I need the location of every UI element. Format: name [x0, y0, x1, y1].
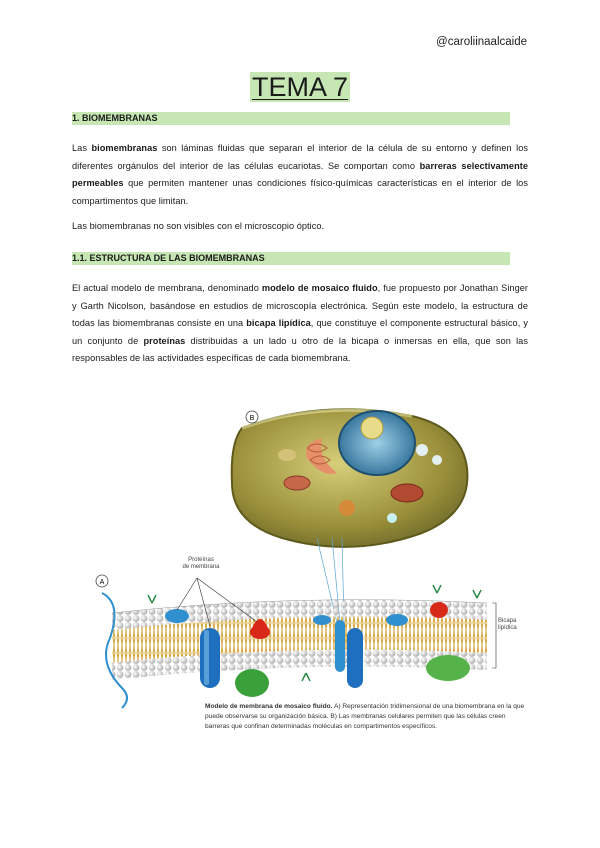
text-span: , que constituye el componente estructural básico, y un conjunto de [72, 318, 529, 346]
paragraph-mosaic-model [72, 280, 528, 368]
membrane-figure [92, 398, 525, 738]
bold-term: proteínas [143, 335, 186, 346]
proteins-label-line2: de membrana [182, 564, 220, 570]
membrane-illustration [92, 398, 525, 738]
bold-term: bicapa lipídica [246, 318, 311, 329]
figure-caption [205, 702, 525, 732]
page-title-container [0, 72, 600, 102]
paragraph-microscope-note: Las biomembranas no son visibles con el microscopio óptico. [72, 221, 325, 231]
bilayer-label-line1: Bicapa [498, 618, 517, 624]
text-span: , fue propuesto por Jonathan Singer y Garth Nicolson, basándose en estudios de microscopía electrónica. Según este modelo, la estructura de todas las biomembranas consiste en una [72, 283, 528, 329]
section-heading-estructura: 1.1. ESTRUCTURA DE LAS BIOMEMBRANAS [72, 252, 510, 265]
paragraph-biomembranas-definition [72, 140, 528, 210]
proteins-label [178, 557, 224, 571]
label-a: A [99, 579, 105, 586]
bilayer-label-line2: lipídica [498, 625, 517, 631]
bilayer-label [498, 618, 517, 632]
caption-text: A) Representación tridimensional de una biomembrana en la que puede observarse su organización básica. B) Las membranas celulares permiten que las células creen barreras que confinan determinadas moléculas en compartimentos específicos. [205, 703, 525, 730]
caption-title: Modelo de membrana de mosaico fluido. [205, 703, 333, 710]
section-heading-biomembranas: 1. BIOMEMBRANAS [72, 112, 510, 125]
author-handle: @caroliinaalcaide [436, 36, 527, 48]
cell-drawing [232, 409, 468, 547]
bold-term: barreras selectivamente permeables [72, 160, 528, 189]
proteins-label-line1: Proteínas [188, 557, 214, 563]
text-span: son láminas fluidas que separan el interior de la célula de su entorno y definen los diferentes orgánulos del interior de las células eucariotas. Se comportan como [72, 143, 528, 171]
text-span: que permiten mantener unas condiciones físico-químicas características en el interior de los compartimentos que limitan. [72, 178, 528, 206]
page-title: TEMA 7 [251, 72, 349, 102]
bold-term: modelo de mosaico fluido [261, 283, 378, 293]
text-span: distribuidas a un lado u otro de la bicapa o inmersas en ella, que son las responsables de las actividades específicas de cada biomembrana. [72, 335, 528, 364]
label-b: B [249, 415, 255, 422]
text-span: Las [72, 143, 92, 153]
bold-term: biomembranas [91, 143, 158, 153]
text-span: El actual modelo de membrana, denominado [72, 283, 262, 293]
